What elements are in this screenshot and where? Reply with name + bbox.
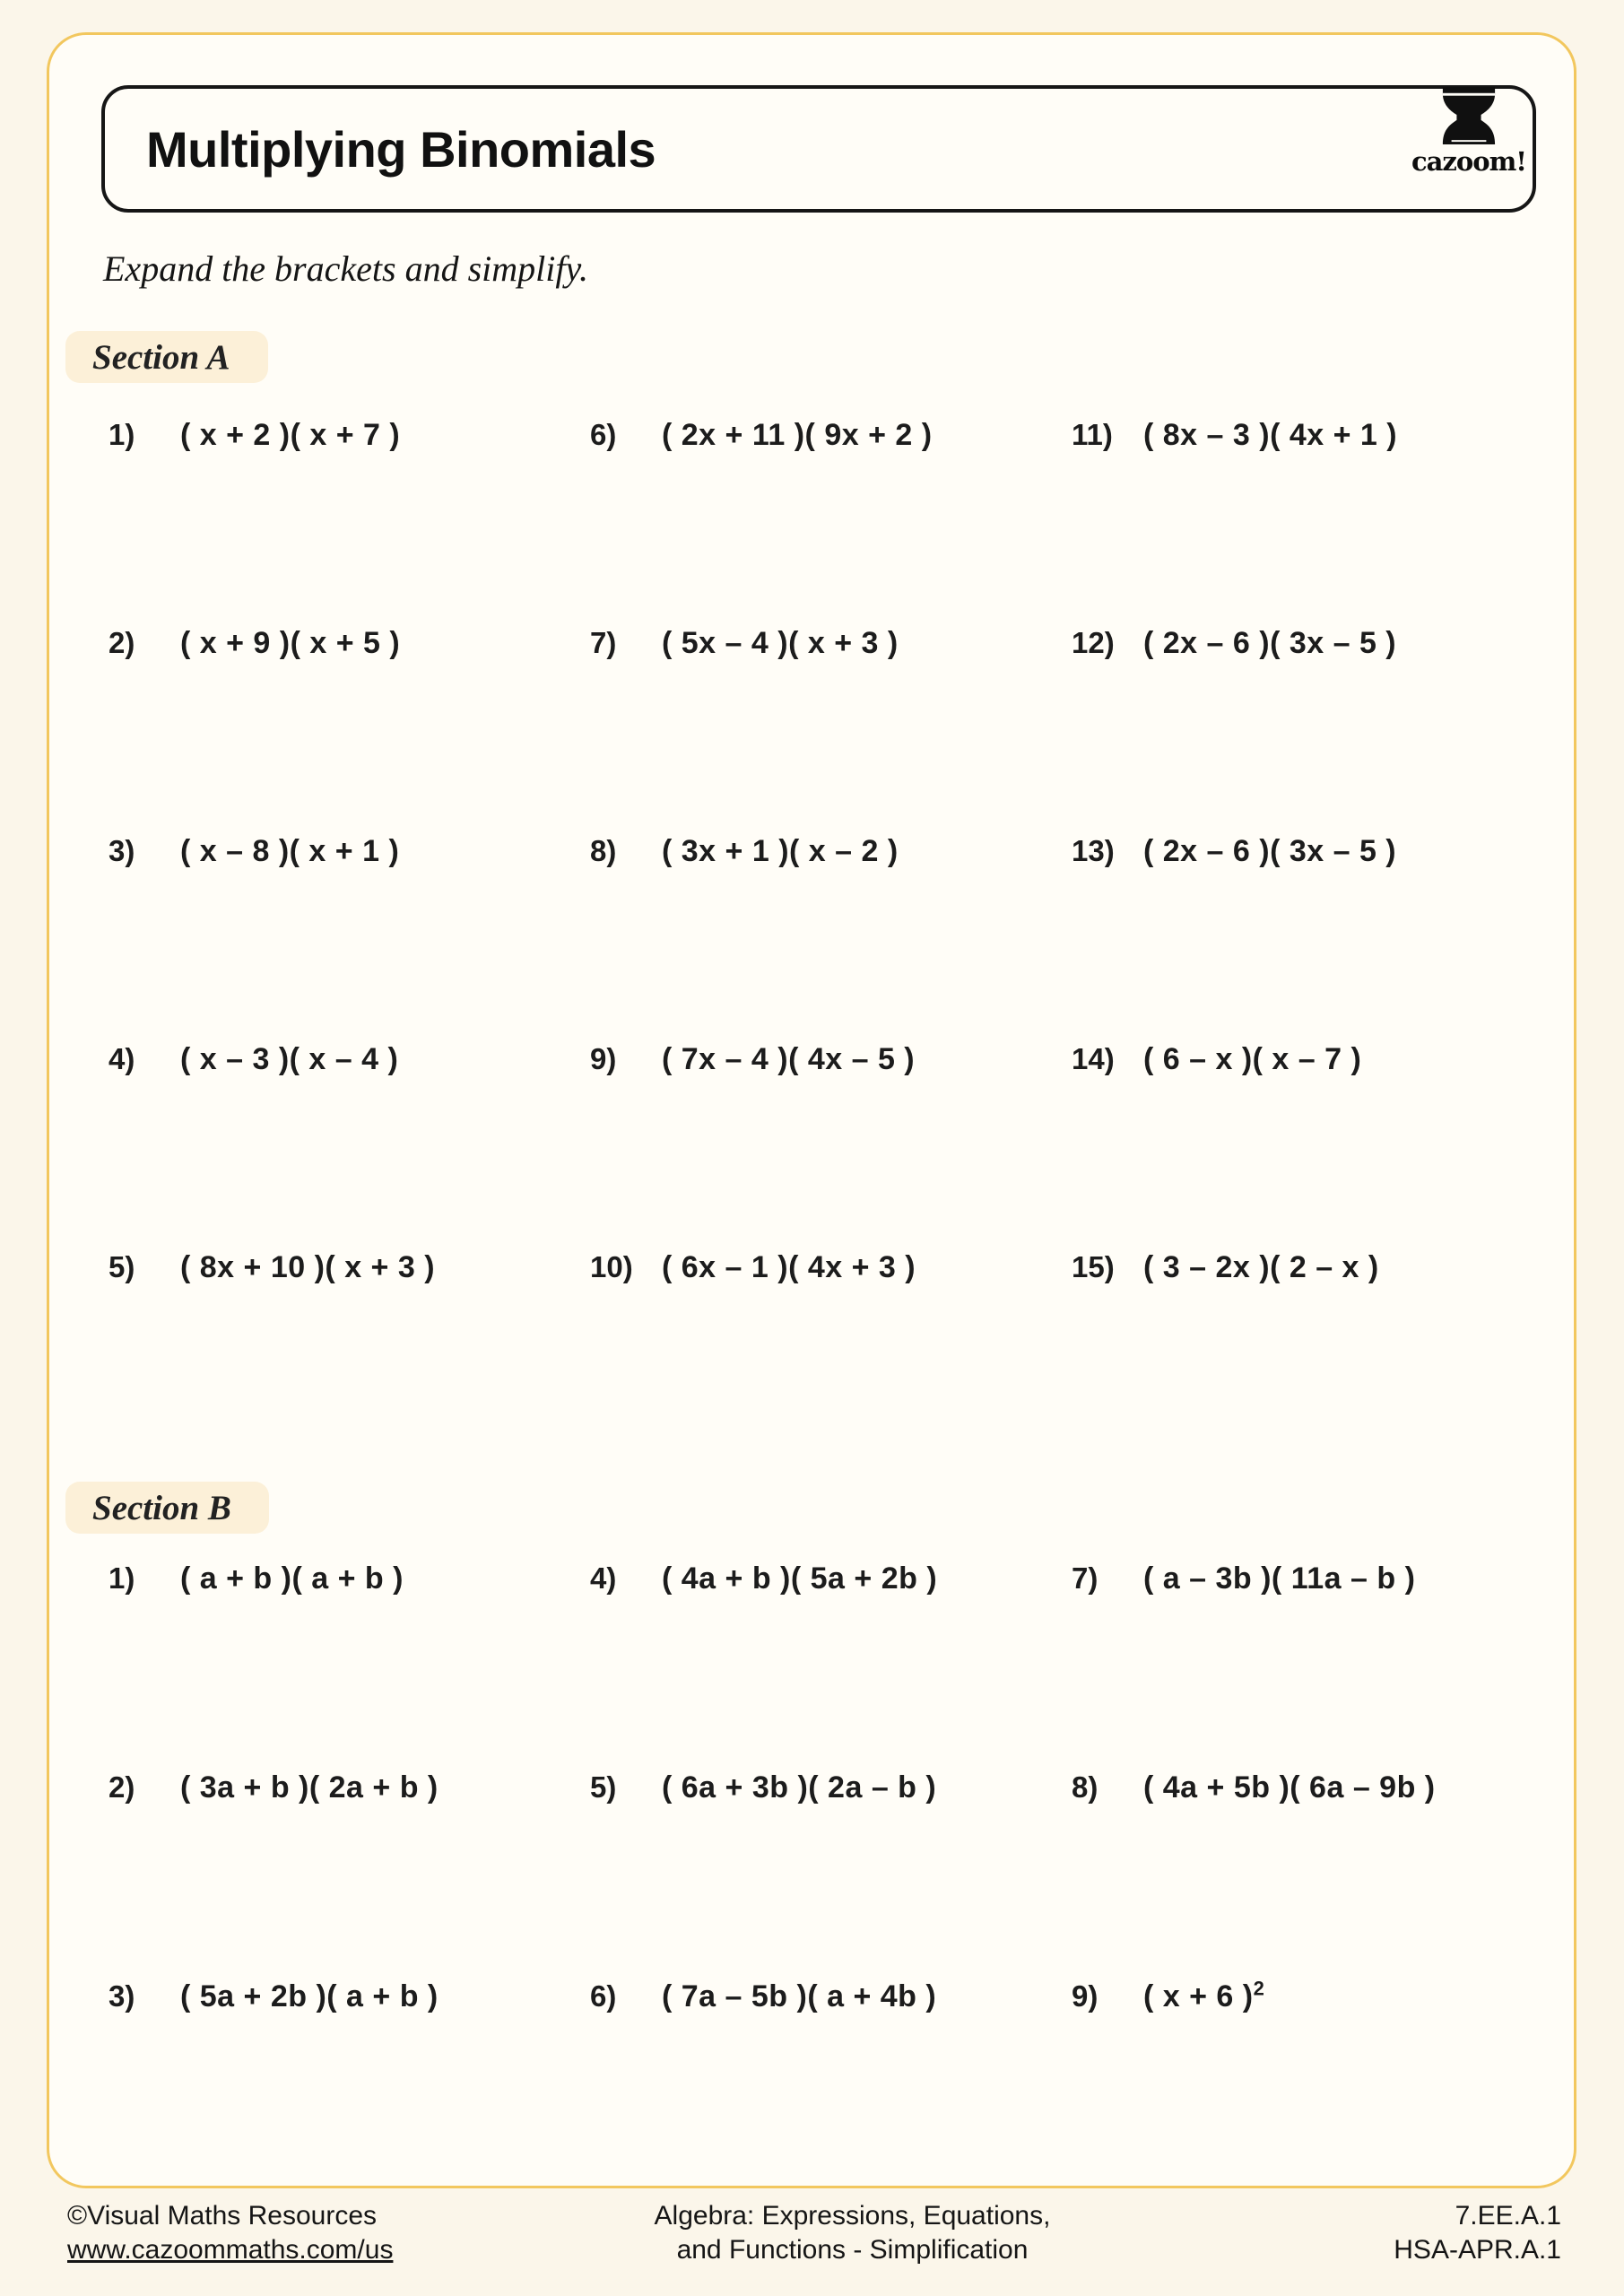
- problem-expression: ( 6a + 3b )( 2a – b ): [662, 1770, 937, 1805]
- problem-number: 2): [109, 626, 135, 659]
- problem-item: [109, 415, 590, 623]
- problem-expression: ( 4a + b )( 5a + 2b ): [662, 1561, 938, 1596]
- section-b-label: Section B: [92, 1488, 231, 1527]
- problem-number: 9): [590, 1042, 617, 1075]
- problem-expression: ( 8x + 10 )( x + 3 ): [180, 1250, 436, 1284]
- drum-icon: [1440, 87, 1498, 144]
- problem-expression: ( x – 3 )( x – 4 ): [180, 1042, 399, 1076]
- problem-expression: ( x – 8 )( x + 1 ): [180, 834, 400, 868]
- problem-item: [590, 415, 1072, 623]
- title-box: [101, 85, 1536, 213]
- expression-text: ( x + 6 ): [1143, 1979, 1254, 2013]
- problem-expression: ( a – 3b )( 11a – b ): [1143, 1561, 1416, 1596]
- problem-expression: ( 3 – 2x )( 2 – x ): [1143, 1250, 1379, 1284]
- problem-number: 3): [109, 1979, 135, 2013]
- worksheet-page: [47, 32, 1576, 2188]
- problem-item: [109, 623, 590, 831]
- problem-number: 2): [109, 1770, 135, 1804]
- problem-expression: ( 7x – 4 )( 4x – 5 ): [662, 1042, 916, 1076]
- section-a-label: Section A: [92, 337, 230, 377]
- page-title: Multiplying Binomials: [146, 120, 656, 178]
- problem-number: 13): [1072, 834, 1115, 867]
- problem-item: [590, 623, 1072, 831]
- problem-expression: ( x + 9 )( x + 5 ): [180, 626, 401, 660]
- problem-expression: ( 6 – x )( x – 7 ): [1143, 1042, 1362, 1076]
- problem-item: [590, 1768, 1072, 1977]
- website-link[interactable]: www.cazoommaths.com/us: [67, 2235, 394, 2265]
- problem-item: [1072, 1768, 1538, 1977]
- problem-expression: ( x + 2 )( x + 7 ): [180, 418, 401, 452]
- topic-line-1: Algebra: Expressions, Equations,: [654, 2201, 1051, 2231]
- problem-item: [1072, 1039, 1538, 1248]
- topic-line-2: and Functions - Simplification: [676, 2235, 1029, 2265]
- problem-item: [109, 1559, 590, 1768]
- problem-number: 12): [1072, 626, 1115, 659]
- problem-number: 9): [1072, 1979, 1099, 2013]
- section-b-problems: [109, 1559, 1538, 2186]
- problem-number: 3): [109, 834, 135, 867]
- problem-number: 14): [1072, 1042, 1115, 1075]
- problem-item: [109, 831, 590, 1039]
- problem-number: 4): [109, 1042, 135, 1075]
- problem-item: [109, 1768, 590, 1977]
- copyright-text: ©Visual Maths Resources: [67, 2201, 378, 2231]
- problem-number: 8): [1072, 1770, 1099, 1804]
- cazoom-logo: [1393, 87, 1545, 177]
- problem-expression: ( 2x – 6 )( 3x – 5 ): [1143, 834, 1397, 868]
- instruction-text: Expand the brackets and simplify.: [103, 248, 589, 289]
- problem-expression: ( 5a + 2b )( a + b ): [180, 1979, 439, 2013]
- problem-number: 7): [1072, 1561, 1099, 1595]
- section-a-problems: [109, 415, 1538, 1456]
- problem-number: 10): [590, 1250, 633, 1283]
- section-b-header: [65, 1482, 269, 1534]
- problem-number: 7): [590, 626, 617, 659]
- problem-number: 4): [590, 1561, 617, 1595]
- problem-expression: [1143, 1977, 1264, 2016]
- exponent: 2: [1253, 1977, 1265, 2000]
- problem-item: [590, 1248, 1072, 1456]
- footer-topic: [81, 2199, 1624, 2267]
- standard-code-2: HSA-APR.A.1: [1394, 2235, 1561, 2265]
- problem-item: [590, 831, 1072, 1039]
- logo-text: cazoom!: [1411, 146, 1527, 177]
- problem-number: 1): [109, 1561, 135, 1595]
- section-a-header: [65, 331, 268, 383]
- problem-number: 6): [590, 1979, 617, 2013]
- problem-item: [1072, 831, 1538, 1039]
- problem-item: [1072, 415, 1538, 623]
- problem-item: [1072, 1977, 1538, 2186]
- problem-item: [590, 1559, 1072, 1768]
- problem-expression: ( 2x + 11 )( 9x + 2 ): [662, 418, 933, 452]
- problem-item: [1072, 1248, 1538, 1456]
- problem-item: [109, 1248, 590, 1456]
- problem-item: [1072, 623, 1538, 831]
- problem-expression: ( 6x – 1 )( 4x + 3 ): [662, 1250, 916, 1284]
- problem-item: [590, 1977, 1072, 2186]
- problem-expression: ( 2x – 6 )( 3x – 5 ): [1143, 626, 1397, 660]
- problem-item: [109, 1039, 590, 1248]
- problem-number: 8): [590, 834, 617, 867]
- footer-standards: [1394, 2199, 1561, 2267]
- problem-item: [590, 1039, 1072, 1248]
- page-footer: [0, 2199, 1624, 2280]
- problem-number: 6): [590, 418, 617, 451]
- problem-item: [1072, 1559, 1538, 1768]
- problem-expression: ( a + b )( a + b ): [180, 1561, 404, 1596]
- problem-expression: ( 7a – 5b )( a + 4b ): [662, 1979, 937, 2013]
- problem-number: 5): [109, 1250, 135, 1283]
- problem-expression: ( 3a + b )( 2a + b ): [180, 1770, 439, 1805]
- standard-code-1: 7.EE.A.1: [1455, 2201, 1561, 2231]
- problem-number: 5): [590, 1770, 617, 1804]
- problem-expression: ( 4a + 5b )( 6a – 9b ): [1143, 1770, 1436, 1805]
- problem-number: 11): [1072, 418, 1113, 451]
- problem-expression: ( 5x – 4 )( x + 3 ): [662, 626, 899, 660]
- problem-number: 15): [1072, 1250, 1115, 1283]
- problem-expression: ( 8x – 3 )( 4x + 1 ): [1143, 418, 1398, 452]
- problem-expression: ( 3x + 1 )( x – 2 ): [662, 834, 899, 868]
- problem-number: 1): [109, 418, 135, 451]
- problem-item: [109, 1977, 590, 2186]
